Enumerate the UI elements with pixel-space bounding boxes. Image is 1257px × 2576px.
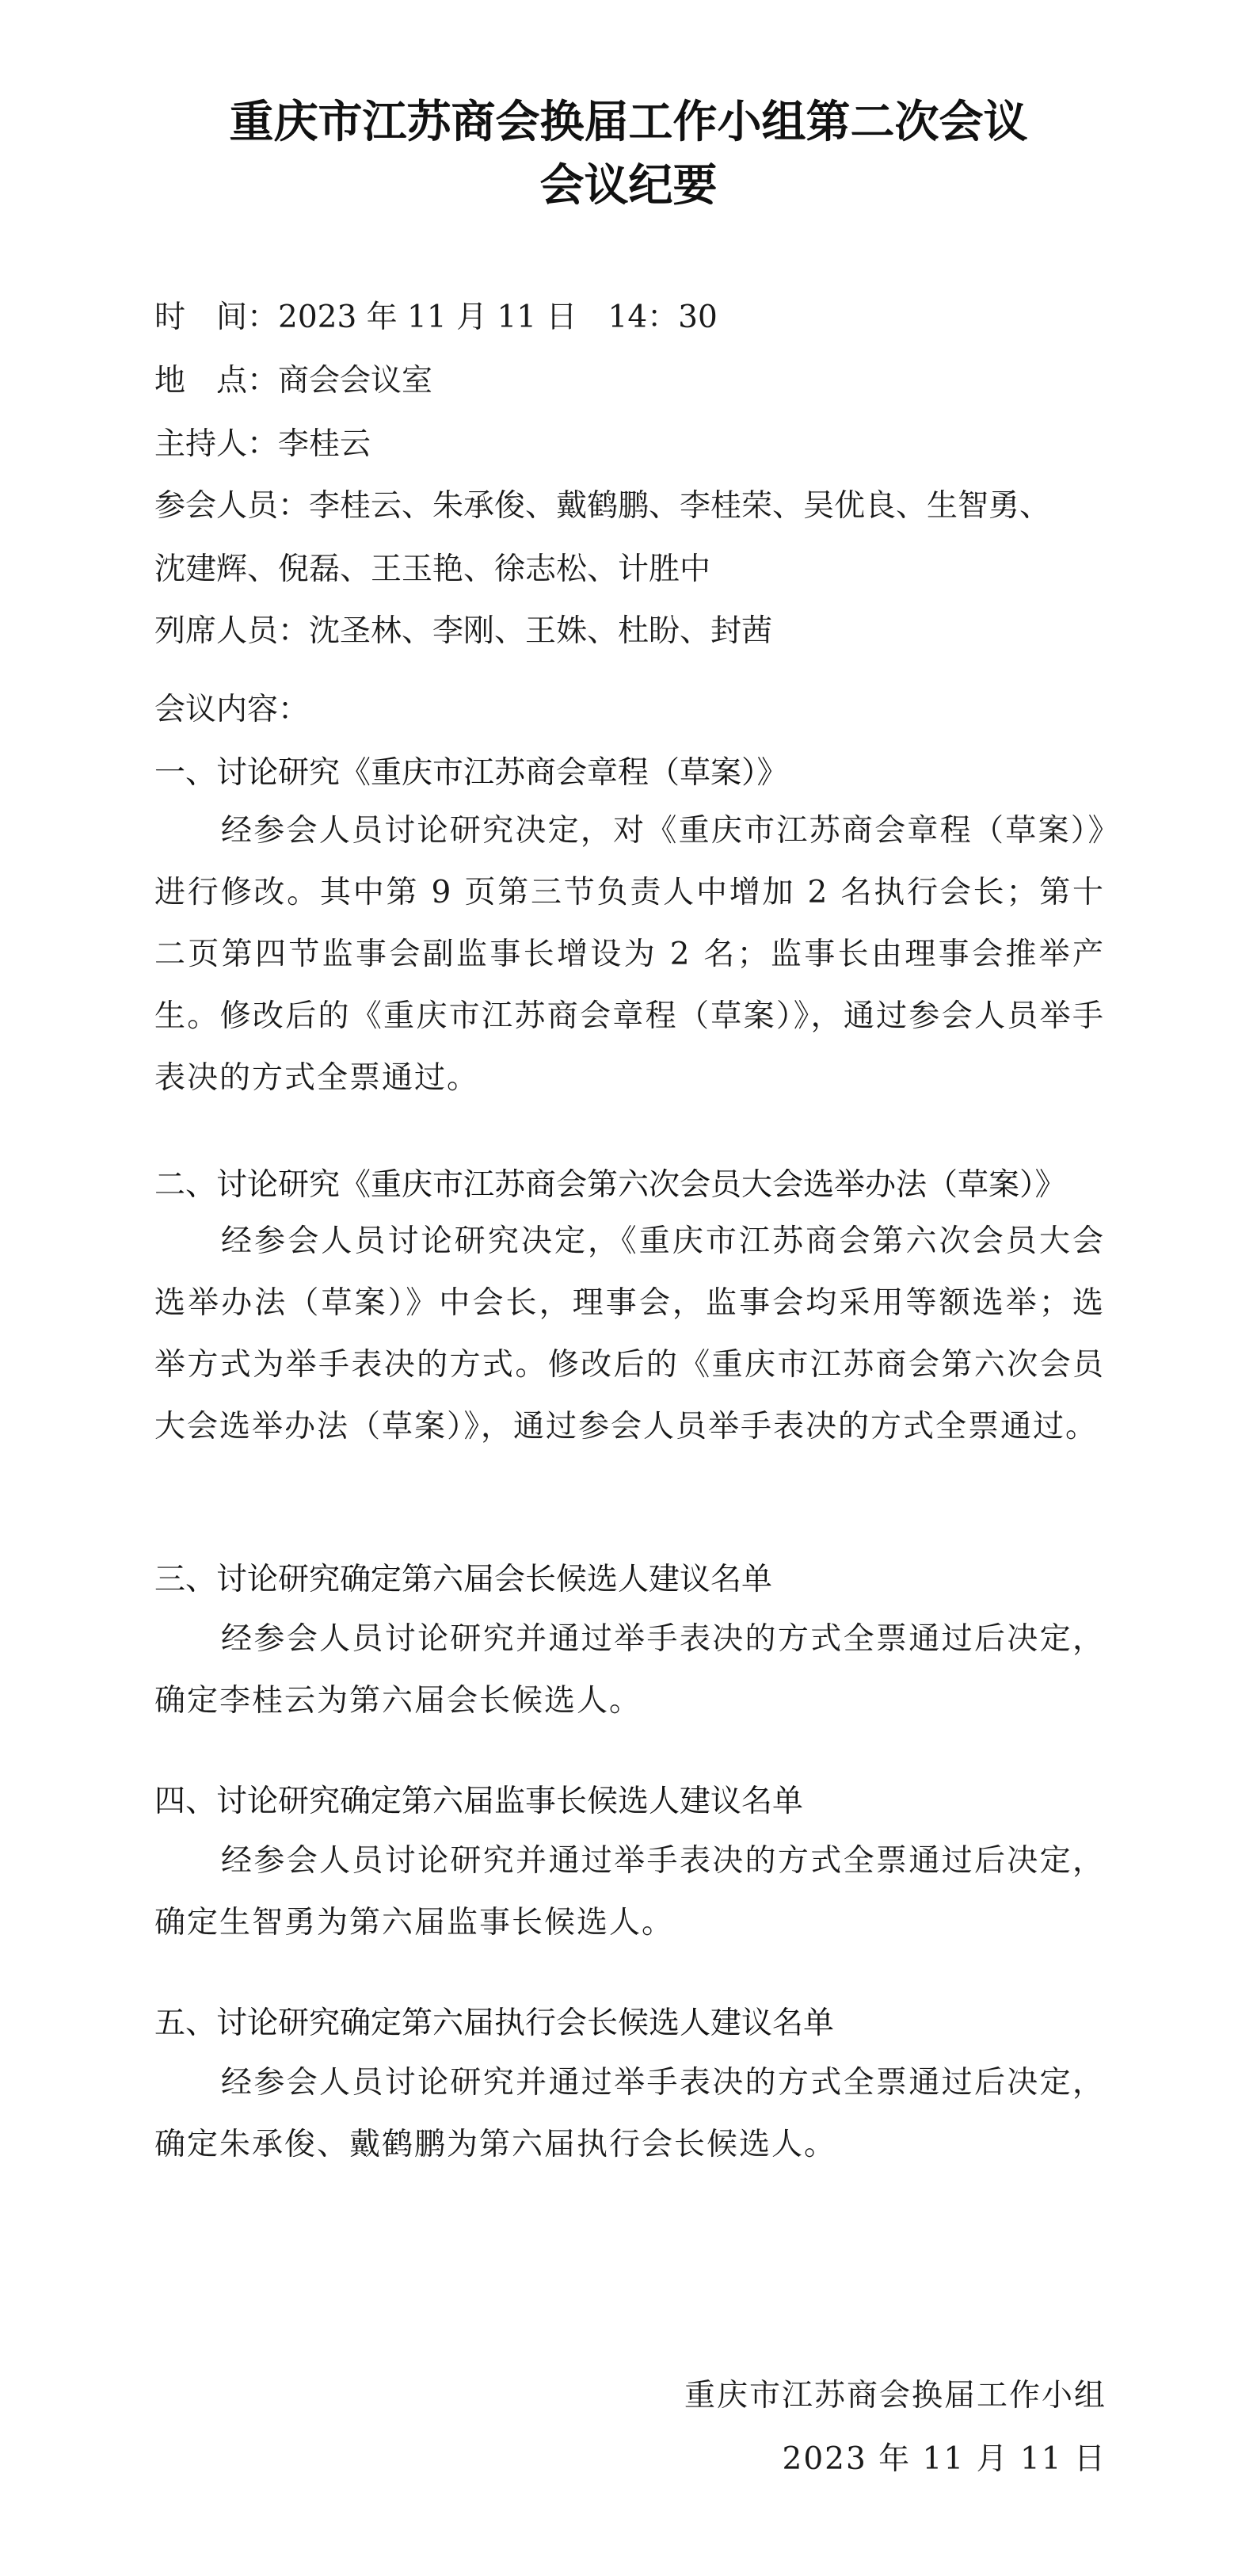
meeting-observers — [154, 611, 772, 652]
section-2-heading: 二、讨论研究《重庆市江苏商会第六次会员大会选举办法（草案）》 — [154, 1167, 1066, 1203]
section-4-heading: 四、讨论研究确定第六届监事长候选人建议名单 — [154, 1784, 804, 1819]
meeting-attendees — [154, 486, 1050, 527]
meeting-time — [154, 297, 718, 338]
signature-date: 2023 年 11 月 11 日 — [782, 2441, 1107, 2477]
meeting-attendees-cont — [154, 549, 710, 590]
place-value: 商会会议室 — [278, 363, 433, 399]
attendees-line1: 李桂云、朱承俊、戴鹤鹏、李桂荣、吴优良、生智勇、 — [309, 488, 1051, 524]
meeting-place — [154, 361, 432, 402]
content-label: 会议内容： — [154, 692, 310, 727]
attendees-label: 参会人员： — [154, 488, 310, 524]
section-5-body: 经参会人员讨论研究并通过举手表决的方式全票通过后决定，确定朱承俊、戴鹤鹏为第六届执行会长候选人。 — [154, 2065, 1105, 2162]
section-1-heading: 一、讨论研究《重庆市江苏商会章程（草案）》 — [154, 755, 788, 791]
place-label: 地 点： — [154, 363, 279, 399]
document-title-line2: 会议纪要 — [539, 159, 718, 212]
observers-value: 沈圣林、李刚、王姝、杜盼、封茜 — [309, 613, 773, 649]
attendees-line2: 沈建辉、倪磊、王玉艳、徐志松、计胜中 — [154, 551, 711, 587]
host-label: 主持人： — [154, 426, 279, 462]
time-label: 时 间： — [154, 300, 279, 335]
section-4-body: 经参会人员讨论研究并通过举手表决的方式全票通过后决定，确定生智勇为第六届监事长候选人。 — [154, 1843, 1105, 1941]
section-5-heading: 五、讨论研究确定第六届执行会长候选人建议名单 — [154, 2005, 835, 2041]
time-value: 2023 年 11 月 11 日 14：30 — [278, 300, 718, 335]
document-title-line1: 重庆市江苏商会换届工作小组第二次会议 — [229, 96, 1028, 148]
observers-label: 列席人员： — [154, 613, 310, 649]
section-2-body: 经参会人员讨论研究决定，《重庆市江苏商会第六次会员大会选举办法（草案）》中会长，理事会，监事会均采用等额选举；选举方式为举手表决的方式。修改后的《重庆市江苏商会第六次会员大会选举办法（草案）》，通过参会人员举手表决的方式全票通过。 — [154, 1223, 1105, 1444]
meeting-host — [154, 424, 371, 465]
section-3-body: 经参会人员讨论研究并通过举手表决的方式全票通过后决定，确定李桂云为第六届会长候选人。 — [154, 1621, 1105, 1719]
host-value: 李桂云 — [278, 426, 371, 462]
section-1-body: 经参会人员讨论研究决定，对《重庆市江苏商会章程（草案）》进行修改。其中第 9 页第三节负责人中增加 2 名执行会长；第十二页第四节监事会副监事长增设为 2 名；监事长由理事会推举产生。修改后的《重庆市江苏商会章程（草案）》，通过参会人员举手表决的方式全票通过。 — [154, 813, 1105, 1096]
signature-org: 重庆市江苏商会换届工作小组 — [684, 2378, 1107, 2414]
section-3-heading: 三、讨论研究确定第六届会长候选人建议名单 — [154, 1562, 773, 1597]
